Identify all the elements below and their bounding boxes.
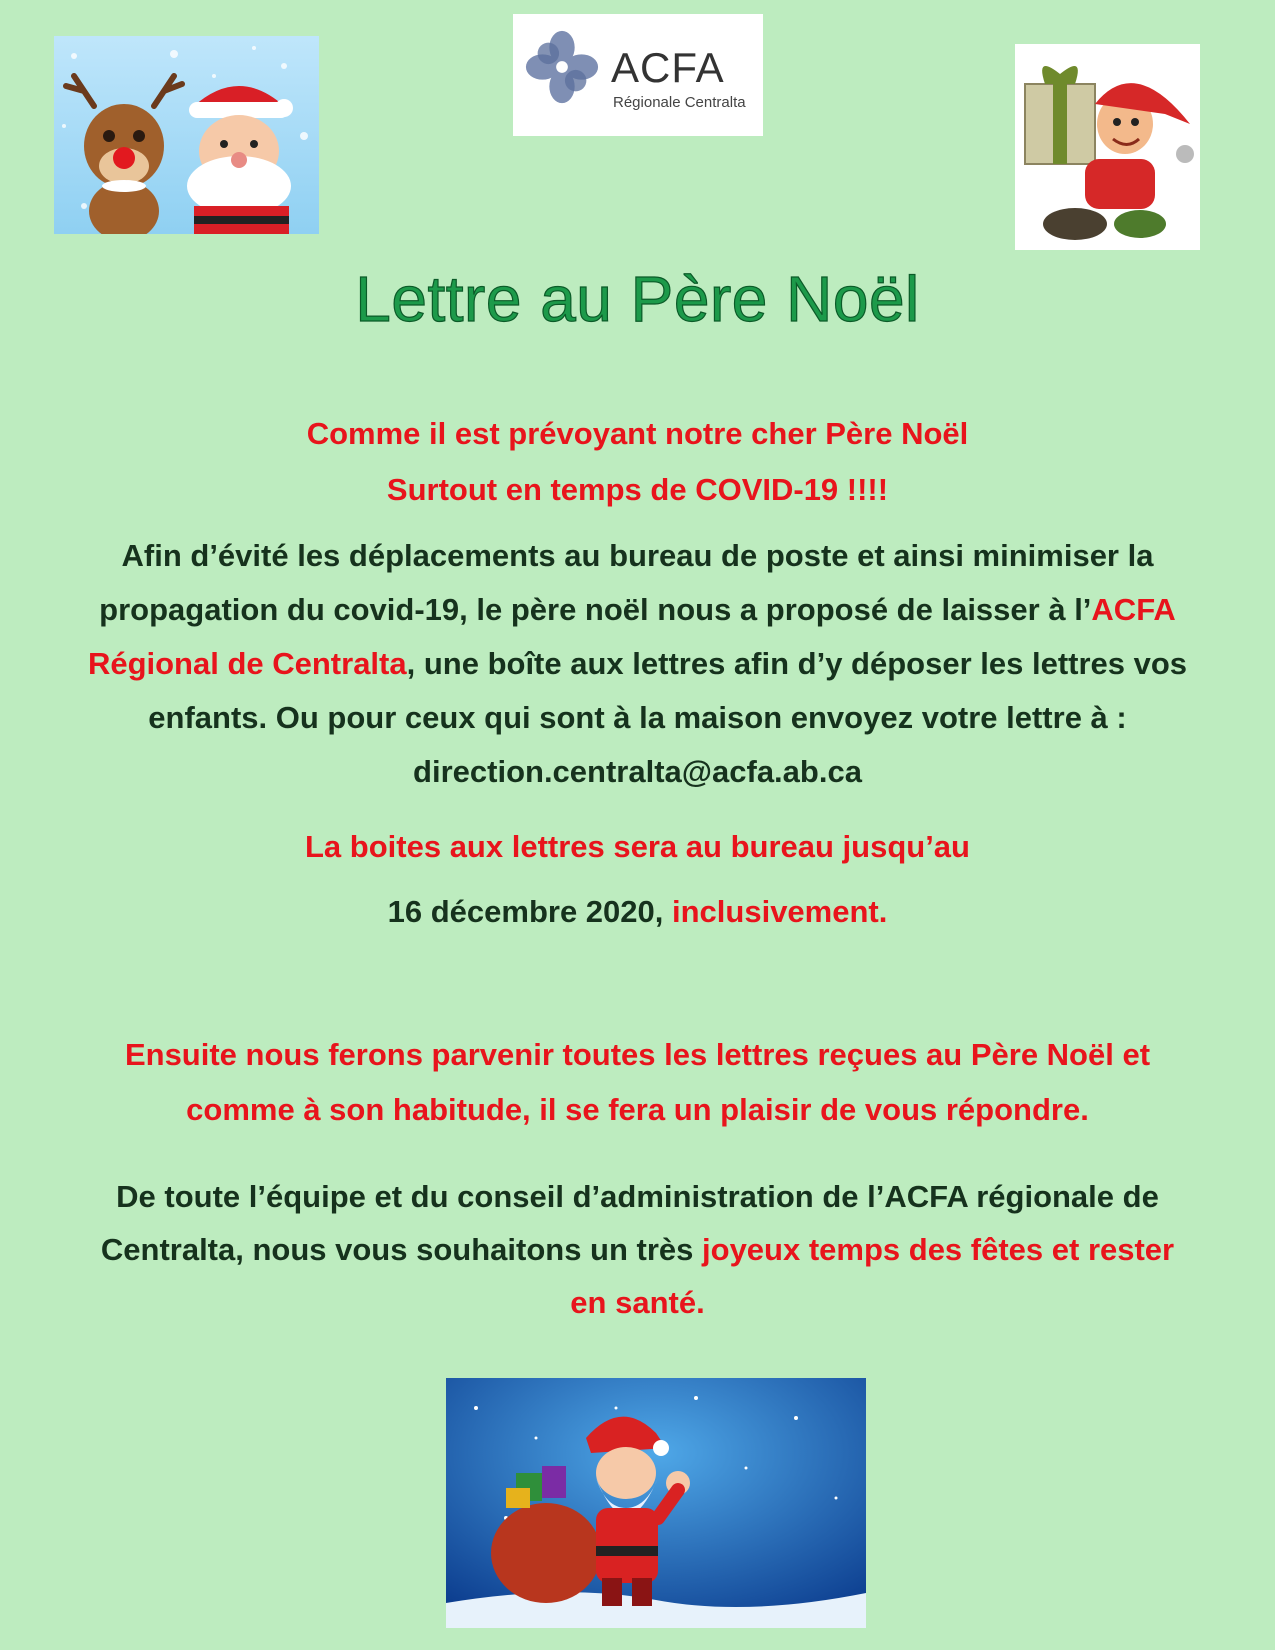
elf-gift-illustration [1015,44,1200,250]
deadline-inclusive: inclusivement. [672,894,888,929]
closing-line-2 [40,1223,1235,1277]
closing-line-1: De toute l’équipe et du conseil d’administration de l’ACFA régionale de [116,1179,1159,1214]
body-acfa-highlight: ACFA [1091,592,1176,627]
deadline-date: 16 décembre 2020, [387,894,672,929]
body-line-4: enfants. Ou pour ceux qui sont à la maison envoyez votre lettre à : [148,700,1127,735]
page-title: Lettre au Père Noël [355,263,920,335]
closing-line-2-text: Centralta, nous vous souhaitons un très [100,1232,703,1267]
contact-email[interactable]: direction.centralta@acfa.ab.ca [413,754,862,789]
closing-wishes-highlight: joyeux temps des fêtes et rester [702,1232,1175,1267]
acfa-logo [513,14,763,136]
body-line-3 [40,637,1235,691]
deadline-date-line [40,885,1235,939]
logo-subtitle: Régionale Centralta [613,94,746,111]
flower-logo-icon [523,28,601,106]
closing-line-3: en santé. [570,1285,705,1320]
logo-name: ACFA [611,44,725,91]
body-line-1: Afin d’évité les déplacements au bureau de poste et ainsi minimiser la [121,538,1154,573]
body-regional-highlight: Régional de Centralta [87,646,407,681]
intro-line-2: Surtout en temps de COVID-19 !!!! [386,472,889,507]
body-line-2 [40,583,1235,637]
body-line-3-text: , une boîte aux lettres afin d’y déposer les lettres vos [406,646,1188,681]
deadline-line: La boites aux lettres sera au bureau jusqu’au [305,829,970,864]
body-line-2-text: propagation du covid-19, le père noël nous a proposé de laisser à l’ [99,592,1092,627]
followup-line-2: comme à son habitude, il se fera un plaisir de vous répondre. [186,1092,1089,1127]
intro-line-1: Comme il est prévoyant notre cher Père Noël [306,416,969,451]
reindeer-santa-illustration [54,36,319,234]
followup-line-1: Ensuite nous ferons parvenir toutes les lettres reçues au Père Noël et [124,1037,1151,1072]
santa-sack-illustration [446,1378,866,1628]
